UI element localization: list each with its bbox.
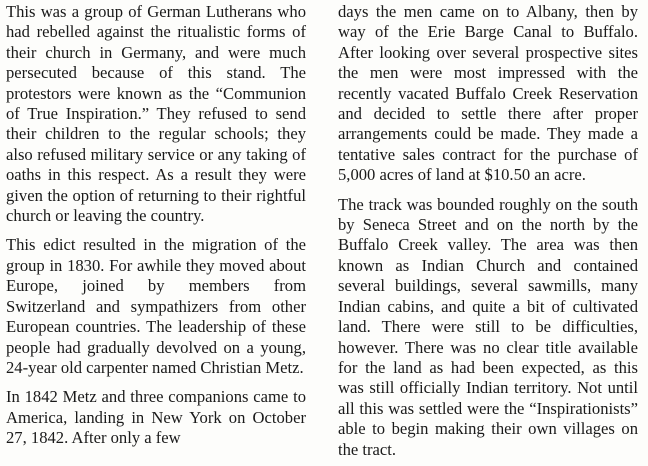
right-paragraph-1: days the men came on to Albany, then by way of the Erie Barge Canal to Buffalo. After looking over several prospective sites the men were most impressed with the recently vacated Buffalo Creek Reservation and decided to settle there after proper arrangements could be made. They made a tentative sales contract for the purchase of 5,000 acres of land at $10.50 an acre. [338,2,638,185]
left-paragraph-2: This edict resulted in the migration of the group in 1830. For awhile they moved about Europe, joined by members from Switzerland and sympathizers from other European countries. The leadership of these people had gradually devolved on a young, 24-year old carpenter named Christian Metz. [6,235,306,377]
left-column [6,2,306,449]
right-paragraph-2: The track was bounded roughly on the south by Seneca Street and on the north by the Buffalo Creek valley. The area was then known as Indian Church and contained several buildings, several sawmills, many Indian cabins, and quite a bit of cultivated land. There were still to be difficulties, however. There was no clear title available for the land as had been expected, as this was still officially Indian territory. Not until all this was settled were the “Inspirationists” able to begin making their own villages on the tract. [338,194,638,459]
right-column [338,2,638,460]
left-paragraph-1: This was a group of German Lutherans who had rebelled against the ritualistic forms of their church in Germany, and were much persecuted because of this stand. The protestors were known as the “Communion of True Inspiration.” They refused to send their children to the regular schools; they also refused military service or any taking of oaths in this respect. As a result they were given the option of returning to their rightful church or leaving the country. [6,2,306,226]
left-paragraph-3: In 1842 Metz and three companions came to America, landing in New York on October 27, 1842. After only a few [6,387,306,448]
